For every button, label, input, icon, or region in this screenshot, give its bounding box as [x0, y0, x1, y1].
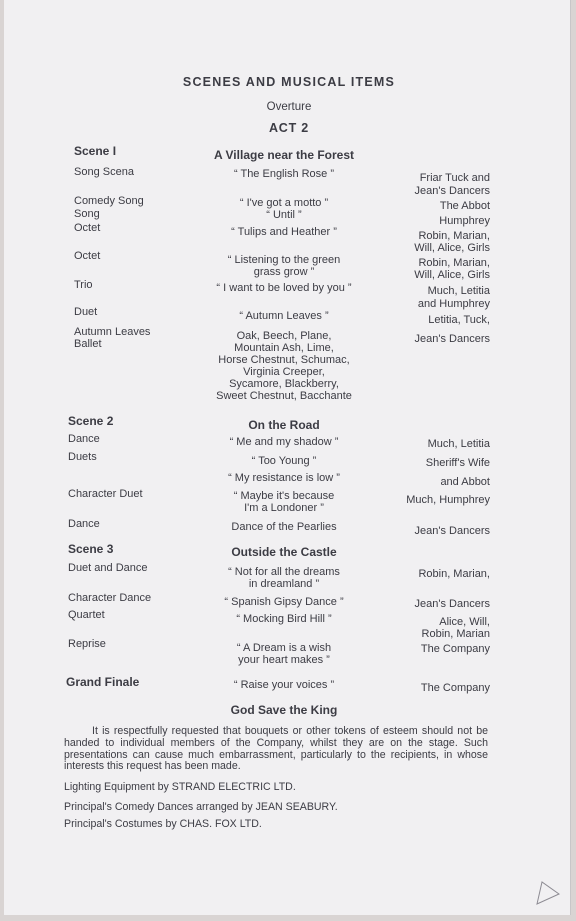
item-title: “ I've got a motto ” [239, 197, 329, 209]
item-type: Octet [74, 250, 101, 262]
item-cast: Will, Alice, Girls [414, 269, 490, 281]
scene-1-label: Scene I [74, 144, 117, 158]
item-title: “ Autumn Leaves ” [239, 310, 329, 322]
item-type: Reprise [68, 638, 106, 650]
item-title: “ Until ” [266, 209, 302, 221]
item-cast: Robin, Marian, [418, 230, 490, 242]
act-label: ACT 2 [268, 121, 310, 135]
item-cast: Much, Humphrey [406, 494, 490, 506]
notice-paragraph: It is respectfully requested that bouquets or other tokens of esteem should not be handed to individual members of the Company, whilst they are on the stage. Such presentations can cause much embarrassment, particularly to the recipients, in whose interests this request has been made. [64, 725, 488, 773]
item-cast: Jean's Dancers [414, 333, 490, 345]
anthem: God Save the King [230, 703, 338, 717]
page-heading: SCENES AND MUSICAL ITEMS [182, 75, 396, 89]
folded-corner-mark [534, 880, 562, 906]
item-title: Dance of the Pearlies [231, 521, 337, 533]
item-title: “ Tulips and Heather ” [231, 226, 337, 238]
credit-costumes: Principal's Costumes by CHAS. FOX LTD. [64, 818, 262, 830]
item-title: Horse Chestnut, Schumac, [218, 354, 350, 366]
item-cast: Friar Tuck and [419, 172, 490, 184]
item-cast: Humphrey [439, 215, 490, 227]
credit-lighting: Lighting Equipment by STRAND ELECTRIC LTD. [64, 781, 296, 793]
item-title: your heart makes ” [238, 654, 330, 666]
item-type: Autumn Leaves [74, 326, 151, 338]
item-title: in dreamland ” [248, 578, 320, 590]
item-cast: Alice, Will, [439, 616, 490, 628]
item-cast: Robin, Marian, [418, 568, 490, 580]
item-title: “ A Dream is a wish [236, 642, 332, 654]
item-cast: The Company [420, 643, 490, 655]
scene-1-title: A Village near the Forest [213, 148, 355, 162]
item-cast: Will, Alice, Girls [414, 242, 490, 254]
item-cast: Much, Letitia [427, 438, 490, 450]
item-title: “ Spanish Gipsy Dance ” [224, 596, 344, 608]
item-cast: Jean's Dancers [414, 598, 490, 610]
item-cast: Jean's Dancers [414, 525, 490, 537]
item-cast: The Abbot [439, 200, 490, 212]
item-cast: Much, Letitia [427, 285, 490, 297]
item-type: Song [74, 208, 100, 220]
overture-label: Overture [266, 101, 312, 113]
programme-page [4, 0, 571, 915]
item-type: Quartet [68, 609, 105, 621]
item-type: Character Duet [68, 488, 143, 500]
item-title: “ Maybe it's because [233, 490, 335, 502]
item-cast: Robin, Marian, [418, 257, 490, 269]
finale-cast: The Company [420, 682, 490, 694]
item-title: Virginia Creeper, [243, 366, 325, 378]
scene-3-title: Outside the Castle [231, 545, 337, 559]
item-title: “ My resistance is low ” [228, 472, 340, 484]
item-type: Trio [74, 279, 93, 291]
item-type: Octet [74, 222, 101, 234]
item-cast: and Abbot [440, 476, 490, 488]
scene-3-label: Scene 3 [68, 542, 114, 556]
item-title: I'm a Londoner ” [244, 502, 324, 514]
item-cast: Letitia, Tuck, [428, 314, 490, 326]
item-title: Mountain Ash, Lime, [234, 342, 334, 354]
item-title: “ Listening to the green [227, 254, 341, 266]
item-type: Character Dance [68, 592, 152, 604]
item-title: Sycamore, Blackberry, [229, 378, 339, 390]
item-type: Dance [68, 433, 100, 445]
item-title: “ Me and my shadow ” [229, 436, 339, 448]
item-title: “ Too Young ” [251, 455, 317, 467]
item-type: Duet [74, 306, 98, 318]
item-title: “ Mocking Bird Hill ” [236, 613, 332, 625]
item-title: Sweet Chestnut, Bacchante [216, 390, 352, 402]
item-title: “ Not for all the dreams [228, 566, 340, 578]
item-type: Duet and Dance [68, 562, 148, 574]
item-cast: Sheriff's Wife [425, 457, 490, 469]
credit-dances: Principal's Comedy Dances arranged by JEAN SEABURY. [64, 801, 338, 813]
item-cast: and Humphrey [417, 298, 490, 310]
item-type: Duets [68, 451, 97, 463]
item-title: Oak, Beech, Plane, [236, 330, 332, 342]
item-title: “ The English Rose ” [233, 168, 335, 180]
item-type: Dance [68, 518, 100, 530]
item-type: Song Scena [74, 166, 134, 178]
item-type: Comedy Song [74, 195, 144, 207]
item-type: Ballet [74, 338, 102, 350]
scene-2-label: Scene 2 [68, 414, 114, 428]
item-title: “ I want to be loved by you ” [216, 282, 352, 294]
item-cast: Robin, Marian [421, 628, 490, 640]
item-cast: Jean's Dancers [414, 185, 490, 197]
scene-2-title: On the Road [248, 418, 320, 432]
finale-title: “ Raise your voices ” [233, 679, 335, 691]
finale-label: Grand Finale [66, 675, 140, 689]
item-title: grass grow ” [253, 266, 315, 278]
